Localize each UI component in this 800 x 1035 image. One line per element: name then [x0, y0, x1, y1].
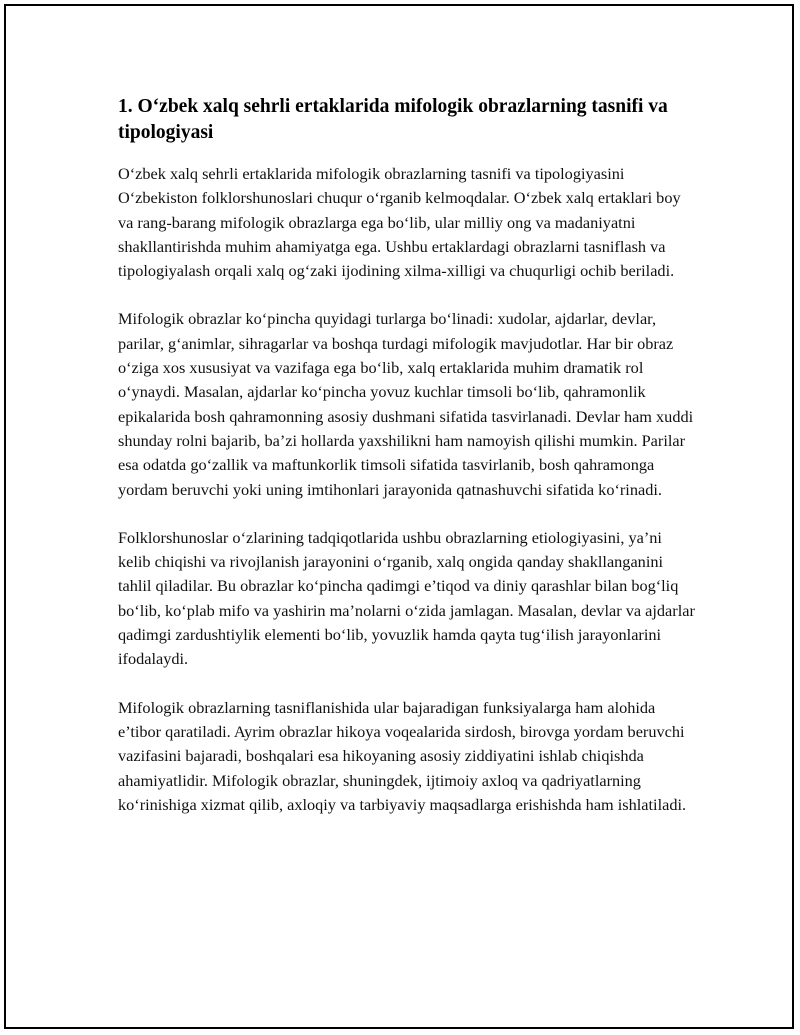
document-body — [118, 94, 698, 841]
paragraph-1: O‘zbek xalq sehrli ertaklarida mifologik obrazlarning tasnifi va tipologiyasini O‘zbekiston folklorshunoslari chuqur o‘rganib kelmoqdalar. O‘zbek xalq ertaklari boy va rang-barang mifologik obrazlarga ega bo‘lib, ular milliy ong va madaniyatni shakllantirishda muhim ahamiyatga ega. Ushbu ertaklardagi obrazlarni tasniflash va tipologiyalash orqali xalq og‘zaki ijodining xilma-xilligi va chuqurligi ochib beriladi. — [118, 164, 681, 281]
paragraph-2: Mifologik obrazlar ko‘pincha quyidagi turlarga bo‘linadi: xudolar, ajdarlar, devlar, parilar, g‘animlar, sihragarlar va boshqa turdagi mifologik mavjudotlar. Har bir obraz o‘ziga xos xususiyat va vazifaga ega bo‘lib, xalq ertaklarida muhim dramatik rol o‘ynaydi. Masalan, ajdarlar ko‘pincha yovuz kuchlar timsoli bo‘lib, qahramonlik epikalarida bosh qahramonning asosiy dushmani sifatida tasvirlanadi. Devlar ham xuddi shunday rolni bajarib, ba’zi hollarda yaxshilikni ham namoyish qilishi mumkin. Parilar esa odatda go‘zallik va maftunkorlik timsoli sifatida tasvirlanib, bosh qahramonga yordam beruvchi yoki uning imtihonlari jarayonida qatnashuvchi sifatida ko‘rinadi. — [118, 309, 694, 499]
paragraph-4: Mifologik obrazlarning tasniflanishida ular bajaradigan funksiyalarga ham alohida e’tibor qaratiladi. Ayrim obrazlar hikoya voqealarida sirdosh, birovga yordam beruvchi vazifasini bajaradi, boshqalari esa hikoyaning asosiy ziddiyatini ishlab chiqishda ahamiyatlidir. Mifologik obrazlar, shuningdek, ijtimoiy axloq va qadriyatlarning ko‘rinishiga xizmat qilib, axloqiy va tarbiyaviy maqsadlarga erishishda ham ishlatiladi. — [118, 697, 687, 814]
paragraph-3: Folklorshunoslar o‘zlarining tadqiqotlarida ushbu obrazlarning etiologiyasini, ya’ni kelib chiqishi va rivojlanish jarayonini o‘rganib, xalq ongida qanday shakllanganini tahlil qiladilar. Bu obrazlar ko‘pincha qadimgi e’tiqod va diniy qarashlar bilan bog‘liq bo‘lib, ko‘plab mifo va yashirin ma’nolarni o‘zida jamlagan. Masalan, devlar va ajdarlar qadimgi zardushtiylik elementi bo‘lib, yovuzlik hamda qayta tug‘ilish jarayonlarini ifodalaydi. — [118, 527, 695, 669]
section-title: 1. O‘zbek xalq sehrli ertaklarida mifologik obrazlarning tasnifi va tipologiyasi — [118, 96, 668, 143]
